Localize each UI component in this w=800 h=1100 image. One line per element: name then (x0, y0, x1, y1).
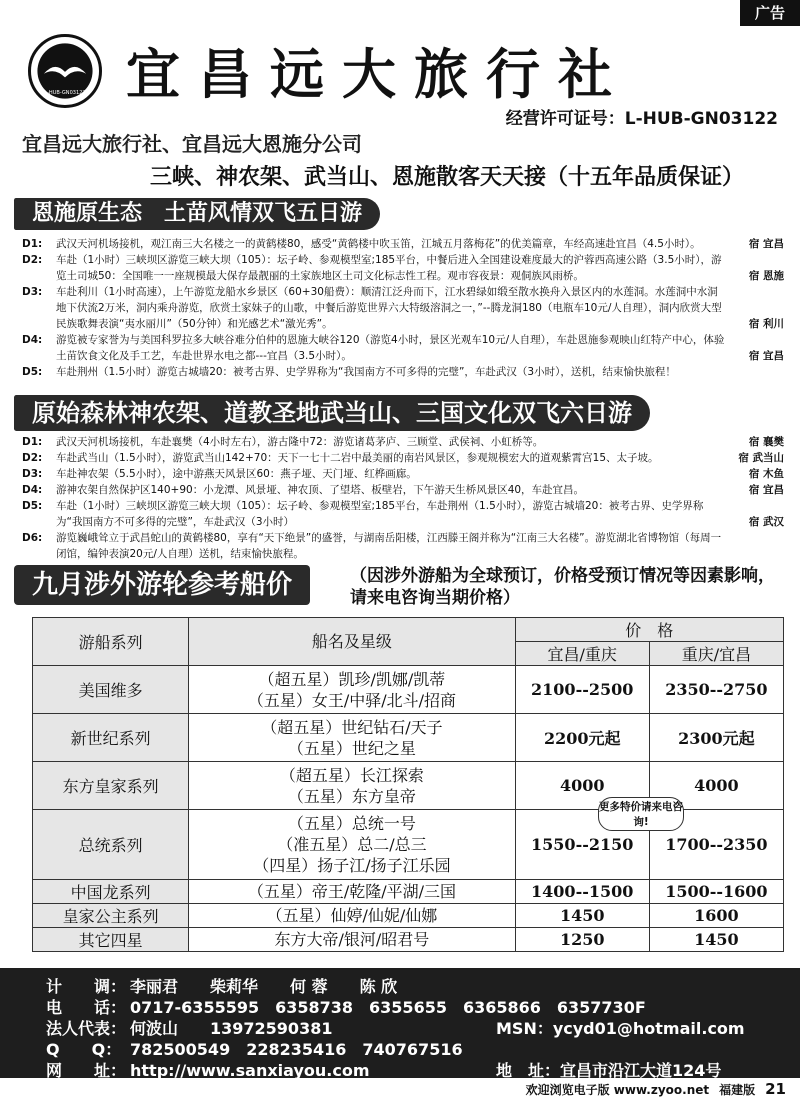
cruise-note: （因涉外游船为全球预订，价格受预订情况等因素影响，请来电咨询当期价格） (350, 566, 775, 608)
itinerary-day: D5: 车赴（1小时）三峡坝区游览三峡大坝（105）：坛子岭、参观模型室;185平台，车赴荆州（1.5小时），游览古城墙20：被考古界、史学界称为“我国南方不可多得的完璧”，车赴武汉（3小时） 宿 武汉 (22, 500, 784, 528)
itinerary-day: D2: 车赴武当山（1.5小时），游览武当山142+70：天下一七十二岩中最美丽的南岩风景区，参观规模宏大的道观紫霄宫15、太子坡。 宿 武当山 (22, 452, 784, 464)
qq-label: Q Q： (46, 1040, 122, 1059)
tour1-itinerary (22, 236, 784, 380)
table-row: 东方皇家系列 （超五星）长江探索 （五星）东方皇帝 4000 4000 (33, 762, 784, 810)
msn: MSN：ycyd01@hotmail.com (496, 1019, 745, 1038)
itinerary-day: D1: 武汉天河机场接机，车赴襄樊（4小时左右），游古隆中72：游览诸葛茅庐、三顾堂、武侯祠、小虹桥等。 宿 襄樊 (22, 436, 784, 448)
col-ship: 船名及星级 (189, 618, 515, 666)
address: 地 址：宜昌市沿江大道124号 (496, 1061, 722, 1080)
special-offer-badge: 更多特价请来电咨询! (598, 797, 684, 831)
seagull-logo-icon (31, 37, 99, 105)
page-number: 21 (765, 1080, 786, 1098)
itinerary-day: D3: 车赴神农架（5.5小时），途中游燕天风景区60：燕子垭、天门垭、红桦画廊。 宿 木鱼 (22, 468, 784, 480)
tour2-title: 原始森林神农架、道教圣地武当山、三国文化双飞六日游 (14, 395, 650, 431)
cruise-title: 九月涉外游轮参考船价 (14, 565, 310, 605)
itinerary-day: D5: 车赴荆州（1.5小时）游览古城墙20：被考古界、史学界称为“我国南方不可多得的完璧”，车赴武汉（3小时），送机，结束愉快旅程！ (22, 366, 676, 378)
qq-numbers: 782500549 228235416 740767516 (130, 1040, 463, 1059)
legal-rep: 何波山 13972590381 (130, 1019, 333, 1038)
header (22, 30, 782, 129)
itinerary-day: D4: 游神农架自然保护区140+90：小龙潭、风景垭、神农顶、了望塔、板壁岩，下午游天生桥风景区40，车赴宜昌。 宿 宜昌 (22, 484, 784, 496)
itinerary-day: D2: 车赴（1小时）三峡坝区游览三峡大坝（105）：坛子岭、参观模型室;185平台，中餐后进入全国建设难度最大的沪蓉西高速公路（3.5小时），游览土司城50：全国唯一一座规模最大保存最靓丽的土家族地区土司文化标志性工程。观市容夜景：观侗族风雨桥。 宿 恩施 (22, 254, 784, 282)
planner-label: 计 调： (46, 977, 127, 996)
table-row: 中国龙系列 （五星）帝王/乾隆/平湖/三国 1400--1500 1500--1600 (33, 880, 784, 904)
phones: 0717-6355595 6358738 6355655 6365866 6357730F (130, 998, 646, 1017)
edition: 福建版 (719, 1082, 756, 1097)
cruise-price-table (32, 617, 784, 952)
planners: 李丽君 柴莉华 何 蓉 陈 欣 (130, 977, 398, 996)
itinerary-day: D4: 游览被专家誉为与美国科罗拉多大峡谷难分伯仲的恩施大峡谷120（游览4小时，景区光观车10元/人自理），车赴恩施参观映山红特产中心，体验土苗饮食文化及手工艺，车赴世界水电之都---宜昌（3.5小时）。 宿 宜昌 (22, 334, 784, 362)
table-row: 其它四星 东方大帝/银河/昭君号 1250 1450 (33, 928, 784, 952)
table-row: 新世纪系列 （超五星）世纪钻石/天子 （五星）世纪之星 2200元起 2300元起 (33, 714, 784, 762)
col-dir2: 重庆/宜昌 (649, 642, 783, 666)
company-title: 宜昌远大旅行社 (126, 42, 630, 106)
itinerary-day: D3: 车赴利川（1小时高速），上午游览龙船水乡景区（60+30船费）：顺清江泛舟而下，江水碧绿如缎至散水换舟入景区内的水莲洞。水莲洞中水洞地下伏流2万米，洞内乘舟游览，欣赏土家妹子的山歌，中餐后游览世界六大特级溶洞之一，”--腾龙洞180（电瓶车10元/人自理），洞内欣赏大型民族歌舞表演“夷水丽川”（50分钟）和光感艺术“激光秀”。 宿 利川 (22, 286, 784, 330)
routes-headline: 三峡、神农架、武当山、恩施散客天天接（十五年品质保证） (150, 165, 745, 190)
website-link[interactable]: http://www.sanxiayou.com (130, 1061, 370, 1080)
table-row: 皇家公主系列 （五星）仙婷/仙妮/仙娜 1450 1600 (33, 904, 784, 928)
itinerary-day: D1: 武汉天河机场接机，观江南三大名楼之一的黄鹤楼80，感受“黄鹤楼中吹玉笛，江城五月落梅花”的优美篇章，车经高速赴宜昌（4.5小时）。 宿 宜昌 (22, 238, 784, 250)
page-footer (526, 1080, 786, 1098)
col-series: 游船系列 (33, 618, 189, 666)
col-dir1: 宜昌/重庆 (515, 642, 649, 666)
itinerary-day: D6: 游览巍峨耸立于武昌蛇山的黄鹤楼80，享有“天下绝景”的盛誉，与湖南岳阳楼，江西滕王阁并称为“江南三大名楼”。游览湖北省博物馆（每周一闭馆，编钟表演20元/人自理）送机，结束愉快旅程。 (22, 532, 722, 560)
tour1-title: 恩施原生态 土苗风情双飞五日游 (14, 198, 380, 230)
phone-label: 电 话： (46, 998, 127, 1017)
branch-names: 宜昌远大旅行社、宜昌远大恩施分公司 (22, 132, 362, 156)
logo-code: L-HUB-GN03122 (44, 89, 86, 96)
tour2-itinerary (22, 434, 784, 562)
company-logo (28, 34, 102, 108)
legal-label: 法人代表： (46, 1019, 127, 1038)
table-row: 总统系列 （五星）总统一号 （准五星）总二/总三 （四星）扬子江/扬子江乐园 1550--2150 1700--2350 (33, 810, 784, 880)
license-number: 经营许可证号：L-HUB-GN03122 (505, 109, 778, 129)
web-label: 网 址： (46, 1061, 127, 1080)
contact-panel (0, 968, 800, 1078)
table-row: 美国维多 （超五星）凯珍/凯娜/凯蒂 （五星）女王/中驿/北斗/招商 2100--2500 2350--2750 (33, 666, 784, 714)
footer-text: 欢迎浏览电子版 www.zyoo.net (525, 1082, 710, 1097)
col-price: 价 格 (515, 618, 783, 642)
ad-tag: 广告 (740, 0, 800, 26)
